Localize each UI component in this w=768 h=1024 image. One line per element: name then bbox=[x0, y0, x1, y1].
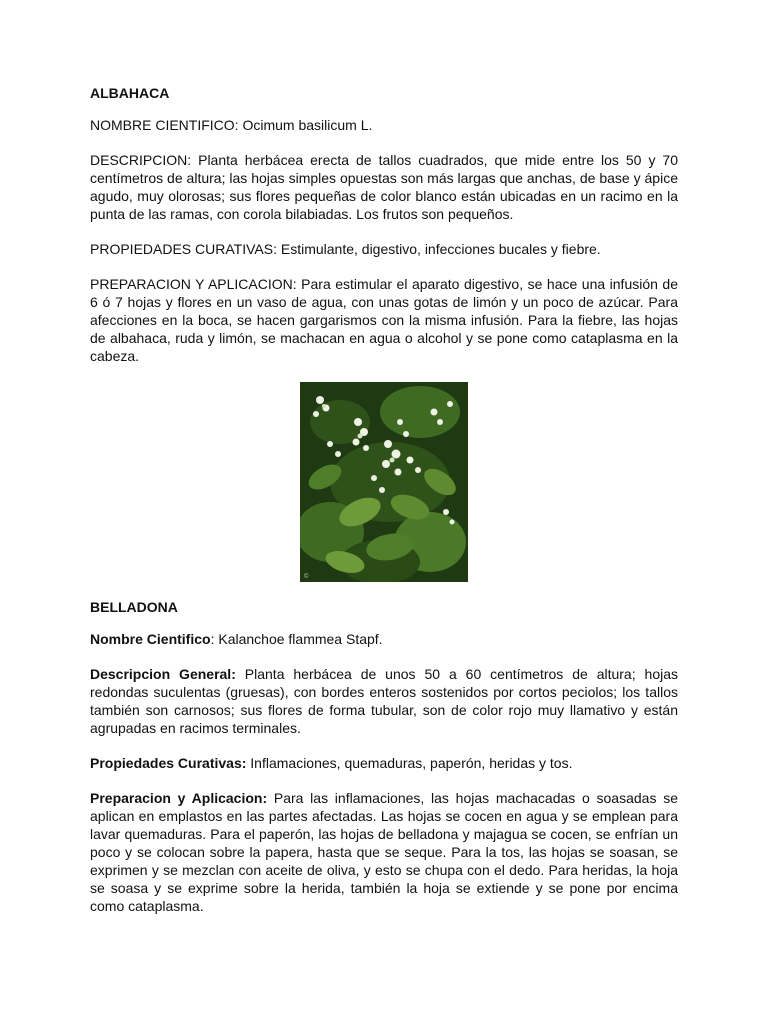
albahaca-descripcion-label: DESCRIPCION: bbox=[90, 152, 192, 168]
albahaca-preparacion-label: PREPARACION Y APLICACION: bbox=[90, 276, 297, 292]
belladona-propiedades-text: Inflamaciones, quemaduras, paperón, heridas y tos. bbox=[246, 755, 573, 771]
albahaca-propiedades-label: PROPIEDADES CURATIVAS: bbox=[90, 241, 277, 257]
albahaca-preparacion-text: Para estimular el aparato digestivo, se hace una infusión de 6 ó 7 hojas y flores en un vaso de agua, con unas gotas de limón y un poco de azúcar. Para afecciones en la boca, se hacen gargarismos con la misma infusión. Para la fiebre, las hojas de albahaca, ruda y limón, se machacan en agua o alcohol y se pone como cataplasma en la cabeza. bbox=[90, 276, 678, 364]
belladona-descripcion-text: Planta herbácea de unos 50 a 60 centímetros de altura; hojas redondas suculentas (gruesas), con bordes enteros sostenidos por cortos peciolos; los tallos también son carnosos; sus flores de forma tubular, son de color rojo muy llamativo y están agrupadas en racimos terminales. bbox=[90, 666, 679, 736]
albahaca-descripcion-text: Planta herbácea erecta de tallos cuadrados, que mide entre los 50 y 70 centímetros de altura; las hojas simples opuestas son más largas que anchas, de base y ápice agudo, muy olorosas; sus flores pequeñas de color blanco están ubicadas en un racimo en la punta de las ramas, con corola bilabiadas. Los frutos son pequeños. bbox=[90, 152, 678, 222]
belladona-nombre-cientifico bbox=[90, 630, 678, 648]
albahaca-preparacion bbox=[90, 275, 678, 365]
basil-plant-photo bbox=[300, 382, 468, 582]
section-title-albahaca: ALBAHACA bbox=[90, 85, 170, 101]
belladona-preparacion-text: Para las inflamaciones, las hojas machacadas o soasadas se aplican en emplastos en las partes afectadas. Las hojas se cocen en agua y se emplean para lavar quemaduras. Para el paperón, las hojas de belladona y majagua se cocen, se enfrían un poco y se colocan sobre la papera, hasta que se seque. Para la tos, las hojas se soasan, se exprimen y se mezclan con aceite de oliva, y esto se chupa con el dedo. Para heridas, la hoja se soasa y se exprime sobre la herida, también la hoja se extiende y se pone por encima como cataplasma. bbox=[90, 790, 678, 914]
belladona-propiedades bbox=[90, 754, 678, 772]
belladona-preparacion bbox=[90, 789, 678, 915]
belladona-preparacion-label: Preparacion y Aplicacion: bbox=[90, 790, 268, 806]
svg-text:©: © bbox=[304, 574, 309, 580]
albahaca-descripcion bbox=[90, 151, 678, 223]
section-title-belladona: BELLADONA bbox=[90, 599, 178, 615]
belladona-nombre-label: Nombre Cientifico bbox=[90, 631, 211, 647]
albahaca-propiedades-text: Estimulante, digestivo, infecciones bucales y fiebre. bbox=[276, 241, 601, 257]
document-page bbox=[90, 84, 678, 932]
belladona-propiedades-label: Propiedades Curativas: bbox=[90, 755, 247, 771]
albahaca-nombre-cientifico bbox=[90, 116, 678, 134]
belladona-nombre-value: : Kalanchoe flammea Stapf. bbox=[210, 631, 383, 647]
belladona-descripcion bbox=[90, 665, 678, 737]
albahaca-nombre-value: Ocimum basilicum L. bbox=[238, 117, 373, 133]
albahaca-nombre-label: NOMBRE CIENTIFICO: bbox=[90, 117, 239, 133]
basil-plant-image bbox=[300, 382, 468, 582]
albahaca-propiedades bbox=[90, 240, 678, 258]
belladona-descripcion-label: Descripcion General: bbox=[90, 666, 236, 682]
